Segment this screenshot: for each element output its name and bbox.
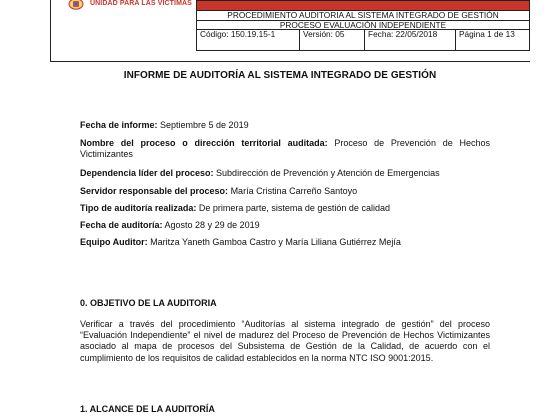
objective-paragraph: Verificar a través del procedimiento “Auditorías al sistema integrado de gestión” del proceso “Evaluación Independiente” el nivel de madurez del Proceso de Prevención de Hechos Victimizantes asociado al mapa de procesos del Subsistema de Gestión de la Calidad, de acuerdo con el cumplimiento de los requisitos de calidad establecidos en la norma NTC ISO 9001:2015. xyxy=(80,319,490,363)
document-code: Código: 150.19.15-1 xyxy=(197,30,300,51)
field-label: Tipo de auditoría realizada: xyxy=(80,203,197,214)
section-heading-scope: 1. ALCANCE DE LA AUDITORÍA xyxy=(80,404,215,414)
field-audit-type xyxy=(80,203,490,214)
field-label: Dependencia líder del proceso: xyxy=(80,167,214,178)
procedure-title: PROCEDIMIENTO AUDITORIA AL SISTEMA INTEGRADO DE GESTIÓN xyxy=(197,11,530,21)
field-audit-date xyxy=(80,220,490,231)
page-number: Página 1 de 13 xyxy=(456,30,530,51)
section-heading-objective: 0. OBJETIVO DE LA AUDITORIA xyxy=(80,298,217,308)
field-value: Maritza Yaneth Gamboa Castro y María Liliana Gutiérrez Mejía xyxy=(147,237,401,248)
field-lead-unit xyxy=(80,168,490,179)
field-label: Equipo Auditor: xyxy=(80,237,148,248)
field-audit-team xyxy=(80,237,490,248)
coat-of-arms-logo xyxy=(68,0,84,10)
process-title: PROCESO EVALUACIÓN INDEPENDIENTE xyxy=(197,20,530,30)
document-date: Fecha: 22/05/2018 xyxy=(365,30,456,51)
field-process-name xyxy=(80,138,490,160)
field-value: Proceso de Prevención de Hechos Victimizantes xyxy=(80,138,490,160)
report-title: INFORME DE AUDITORÍA AL SISTEMA INTEGRADO DE GESTIÓN xyxy=(123,70,437,81)
field-value: María Cristina Carreño Santoyo xyxy=(228,185,358,196)
field-responsible xyxy=(80,186,490,197)
header-left-border xyxy=(50,0,51,62)
report-fields xyxy=(80,120,490,255)
field-value: Septiembre 5 de 2019 xyxy=(157,120,249,130)
field-label: Nombre del proceso o dirección territorial auditada: xyxy=(80,138,328,149)
header-bottom-border xyxy=(50,61,530,62)
field-value: Agosto 28 y 29 de 2019 xyxy=(162,220,260,231)
logo-text: UNIDAD PARA LAS VÍCTIMAS xyxy=(90,0,192,7)
logo-cell xyxy=(50,0,196,62)
document-header xyxy=(50,0,530,62)
field-report-date xyxy=(80,120,490,131)
header-red-bar xyxy=(197,1,530,11)
field-value: De primera parte, sistema de gestión de calidad xyxy=(196,203,390,214)
field-label: Fecha de auditoría: xyxy=(80,220,163,231)
field-label: Fecha de informe: xyxy=(80,120,158,130)
field-value: Subdirección de Prevención y Atención de Emergencias xyxy=(213,167,440,178)
form-header-table xyxy=(196,0,530,51)
field-label: Servidor responsable del proceso: xyxy=(80,185,229,196)
document-version: Versión: 05 xyxy=(300,30,365,51)
